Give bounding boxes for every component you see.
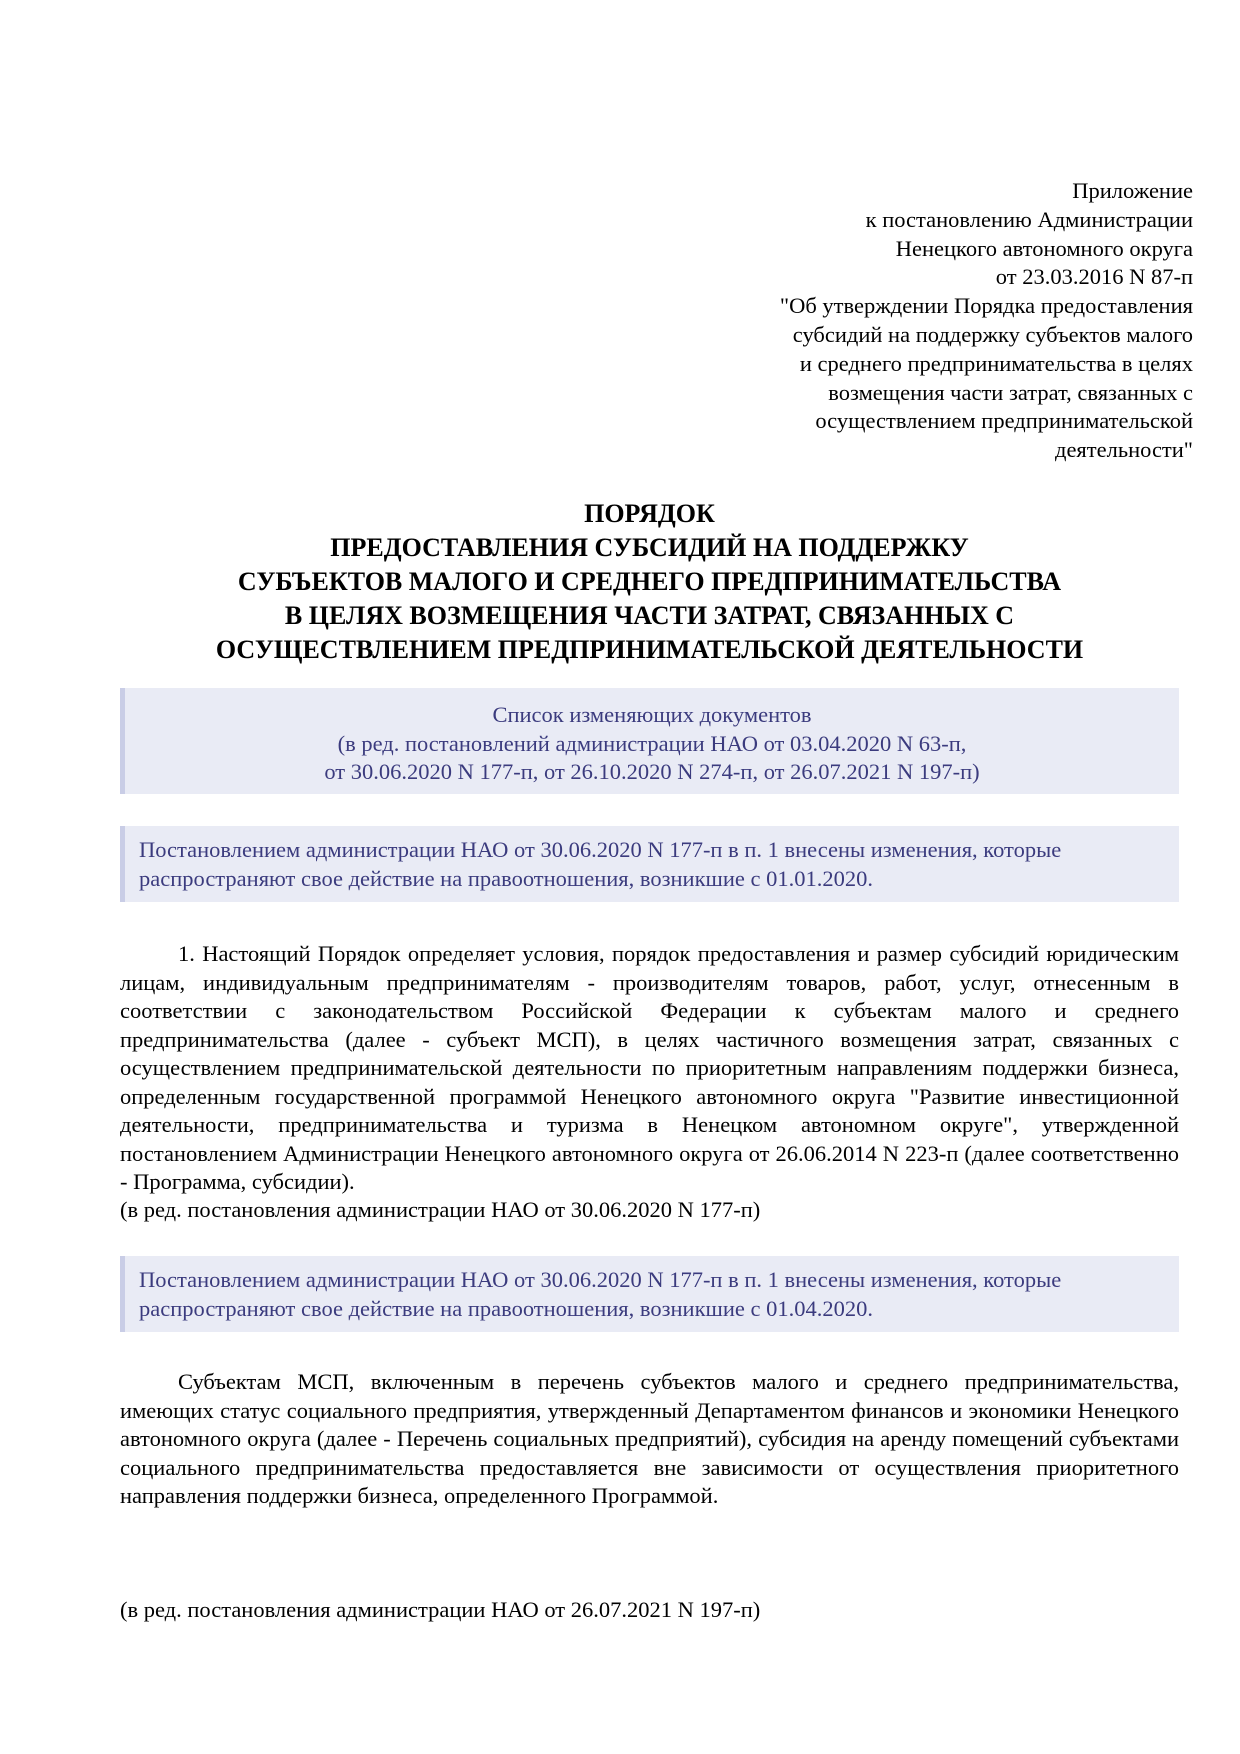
title-line: ПРЕДОСТАВЛЕНИЯ СУБСИДИЙ НА ПОДДЕРЖКУ [330, 533, 969, 562]
edition-note: (в ред. постановления администрации НАО от 26.07.2021 N 197-п) [120, 1597, 761, 1622]
appendix-line: субсидий на поддержку субъектов малого [792, 321, 1193, 347]
notice-line: Постановлением администрации НАО от 30.06.2020 N 177-п в п. 1 внесены изменения, которые [139, 1267, 1062, 1292]
appendix-header [593, 177, 1193, 465]
title-line: ПОРЯДОК [584, 499, 715, 528]
appendix-line: Приложение [1072, 178, 1193, 203]
appendix-line: от 23.03.2016 N 87-п [995, 264, 1193, 290]
amendment-notice-box [120, 1256, 1179, 1332]
title-line: ОСУЩЕСТВЛЕНИЕМ ПРЕДПРИНИМАТЕЛЬСКОЙ ДЕЯТЕЛЬНОСТИ [215, 635, 1084, 664]
paragraph-2 [120, 1368, 1179, 1511]
changing-documents-box [120, 688, 1179, 794]
changes-line: от 30.06.2020 N 177-п, от 26.10.2020 N 274-п, от 26.07.2021 N 197-п) [324, 759, 980, 784]
title-line: В ЦЕЛЯХ ВОЗМЕЩЕНИЯ ЧАСТИ ЗАТРАТ, СВЯЗАННЫХ С [284, 601, 1015, 630]
paragraph-1 [120, 940, 1179, 1197]
title-line: СУБЪЕКТОВ МАЛОГО И СРЕДНЕГО ПРЕДПРИНИМАТЕЛЬСТВА [237, 567, 1062, 596]
amendment-notice-box [120, 826, 1179, 902]
paragraph-1-text: 1. Настоящий Порядок определяет условия, порядок предоставления и размер субсидий юридическим лицам, индивидуальным предпринимателям - производителям товаров, работ, услуг, отнесенным в соответствии с законодательством Российской Федерации к субъектам малого и среднего предпринимательства (далее - субъект МСП), в целях частичного возмещения затрат, связанных с осуществлением предпринимательской деятельности по приоритетным направлениям поддержки бизнеса, определенным государственной программой Ненецкого автономного округа "Развитие инвестиционной деятельности, предпринимательства и туризма в Ненецком автономном округе", утвержденной постановлением Администрации Ненецкого автономного округа от 26.06.2014 N 223-п (далее соответственно - Программа, субсидии). [120, 941, 1179, 1194]
notice-line: Постановлением администрации НАО от 30.06.2020 N 177-п в п. 1 внесены изменения, которые [139, 837, 1062, 862]
appendix-line: осуществлением предпринимательской [815, 408, 1193, 434]
changes-line: Список изменяющих документов [492, 702, 812, 727]
appendix-line: Ненецкого автономного округа [895, 235, 1193, 261]
appendix-line: "Об утверждении Порядка предоставления [779, 293, 1193, 319]
changes-line: (в ред. постановлений администрации НАО от 03.04.2020 N 63-п, [337, 730, 967, 756]
notice-line: распространяют свое действие на правоотношения, возникшие с 01.01.2020. [139, 865, 873, 891]
appendix-line: деятельности" [1055, 437, 1193, 463]
notice-line: распространяют свое действие на правоотношения, возникшие с 01.04.2020. [139, 1295, 873, 1321]
document-title [120, 497, 1179, 667]
paragraph-2-text: Субъектам МСП, включенным в перечень субъектов малого и среднего предпринимательства, имеющих статус социального предприятия, утвержденный Департаментом финансов и экономики Ненецкого автономного округа (далее - Перечень социальных предприятий), субсидия на аренду помещений субъектами социального предпринимательства предоставляется вне зависимости от осуществления приоритетного направления поддержки бизнеса, определенного Программой. [120, 1369, 1179, 1508]
appendix-line: и среднего предпринимательства в целях [799, 350, 1193, 376]
edition-note: (в ред. постановления администрации НАО от 30.06.2020 N 177-п) [120, 1197, 761, 1222]
appendix-line: к постановлению Администрации [865, 206, 1193, 232]
appendix-line: возмещения части затрат, связанных с [828, 379, 1193, 405]
